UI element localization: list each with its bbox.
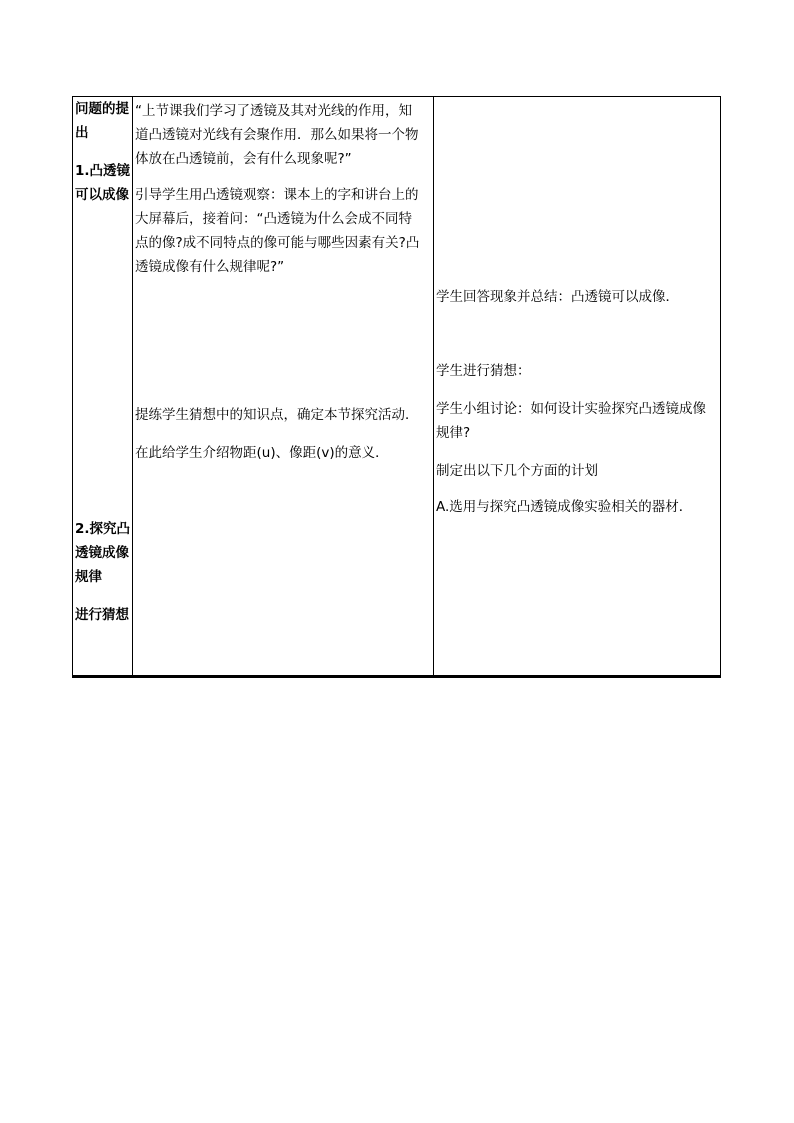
section1-line-1: 1.凸透镜 <box>75 163 131 179</box>
topic-column <box>73 97 133 676</box>
plan-text: 制定出以下几个方面的计划 <box>436 463 598 479</box>
guide-line-1: 引导学生用凸透镜观察：课本上的字和讲台上的 <box>135 187 419 203</box>
section2-line-1: 2.探究凸 <box>75 521 131 537</box>
intro-line-1: “上节课我们学习了透镜及其对光线的作用，知 <box>135 103 412 119</box>
student-guess-text: 学生进行猜想： <box>436 363 531 379</box>
teacher-activity-column <box>133 97 434 676</box>
intro-line-3: 体放在凸透镜前，会有什么现象呢?” <box>135 151 352 167</box>
table-bottom-border <box>72 675 721 678</box>
section2-line-2: 透镜成像 <box>75 545 129 561</box>
guide-line-2: 大屏幕后，接着问：“凸透镜为什么会成不同特 <box>135 211 412 227</box>
section1-line-2: 可以成像 <box>75 187 129 203</box>
student-answer-text: 学生回答现象并总结：凸透镜可以成像． <box>436 289 679 305</box>
heading-line-2: 出 <box>75 125 89 141</box>
guide-line-3: 点的像?成不同特点的像可能与哪些因素有关?凸 <box>135 235 420 251</box>
intro-line-2: 道凸透镜对光线有会聚作用．那么如果将一个物 <box>135 127 419 143</box>
section2-line-3: 规律 <box>75 569 102 585</box>
knowledge-point-text: 提练学生猜想中的知识点，确定本节探究活动． <box>135 407 419 423</box>
lesson-table <box>72 96 721 677</box>
distance-intro-text: 在此给学生介绍物距(u)、像距(v)的意义． <box>135 445 389 461</box>
heading-line-1: 问题的提 <box>75 101 129 117</box>
equipment-text: A.选用与探究凸透镜成像实验相关的器材． <box>436 499 693 515</box>
section2-subheading: 进行猜想 <box>75 607 129 623</box>
student-activity-column <box>434 97 720 676</box>
group-discussion-line-2: 规律? <box>436 425 471 441</box>
group-discussion-line-1: 学生小组讨论：如何设计实验探究凸透镜成像 <box>436 401 706 417</box>
guide-line-4: 透镜成像有什么规律呢?” <box>135 259 285 275</box>
